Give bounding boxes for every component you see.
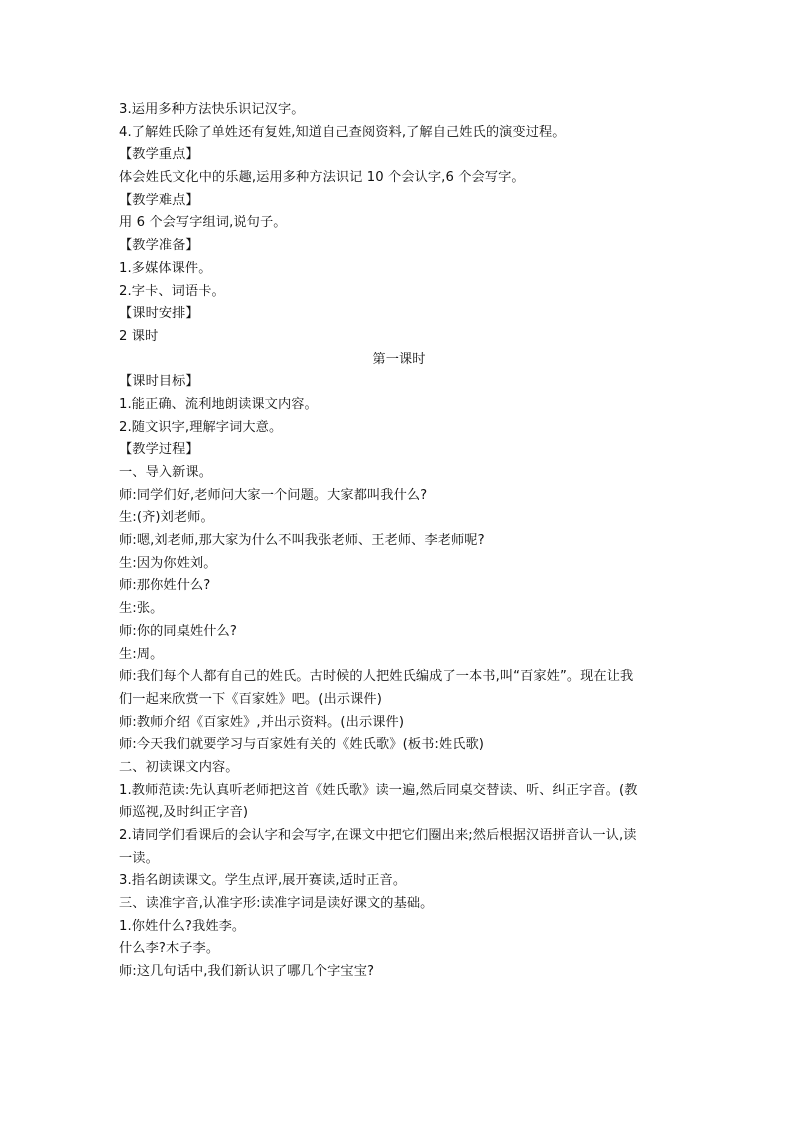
section-heading: 【教学过程】 xyxy=(119,442,199,458)
text-line: 1.你姓什么?我姓李。 xyxy=(119,918,246,934)
text-line: 3.指名朗读课文。学生点评,展开赛读,适时正音。 xyxy=(119,873,407,889)
document-body xyxy=(119,99,679,984)
section-heading: 【教学准备】 xyxy=(119,238,199,254)
text-line: 1.教师范读:先认真听老师把这首《姓氏歌》读一遍,然后同桌交替读、听、纠正字音。(教 xyxy=(119,782,638,798)
text-line: 2.字卡、词语卡。 xyxy=(119,283,225,299)
text-line: 生:(齐)刘老师。 xyxy=(119,510,214,526)
text-line: 师:我们每个人都有自己的姓氏。古时候的人把姓氏编成了一本书,叫“百家姓”。现在让我 xyxy=(119,669,634,685)
lesson-title: 第一课时 xyxy=(372,351,426,367)
section-heading: 【课时目标】 xyxy=(119,374,199,390)
text-line: 师巡视,及时纠正字音) xyxy=(119,805,249,821)
text-line: 1.多媒体课件。 xyxy=(119,260,212,276)
section-heading: 【教学难点】 xyxy=(119,192,199,208)
text-line: 2 课时 xyxy=(119,328,159,344)
text-line: 什么李?木子李。 xyxy=(119,941,220,957)
text-line: 一读。 xyxy=(119,850,159,866)
text-line: 4.了解姓氏除了单姓还有复姓,知道自己查阅资料,了解自己姓氏的演变过程。 xyxy=(119,124,566,140)
text-line: 生:因为你姓刘。 xyxy=(119,555,217,571)
text-line: 1.能正确、流利地朗读课文内容。 xyxy=(119,396,318,412)
text-line: 体会姓氏文化中的乐趣,运用多种方法识记 10 个会认字,6 个会写字。 xyxy=(119,170,525,186)
text-line: 生:张。 xyxy=(119,601,164,617)
section-heading: 【教学重点】 xyxy=(119,147,199,163)
text-line: 师:今天我们就要学习与百家姓有关的《姓氏歌》(板书:姓氏歌) xyxy=(119,737,485,753)
text-line: 用 6 个会写字组词,说句子。 xyxy=(119,215,287,231)
section-heading: 【课时安排】 xyxy=(119,306,199,322)
text-line: 2.请同学们看课后的会认字和会写字,在课文中把它们圈出来;然后根据汉语拼音认一认,读 xyxy=(119,828,637,843)
text-line: 师:嗯,刘老师,那大家为什么不叫我张老师、王老师、李老师呢? xyxy=(119,533,485,549)
text-line: 3.运用多种方法快乐识记汉字。 xyxy=(119,102,305,117)
text-line: 2.随文识字,理解字词大意。 xyxy=(119,419,283,435)
text-line: 师:教师介绍《百家姓》,并出示资料。(出示课件) xyxy=(119,714,405,730)
text-line: 三、读准字音,认准字形:读准字词是读好课文的基础。 xyxy=(119,896,434,912)
text-line: 一、导入新课。 xyxy=(119,465,213,480)
text-line: 们一起来欣赏一下《百家姓》吧。(出示课件) xyxy=(119,691,382,707)
text-line: 师:你的同桌姓什么? xyxy=(119,623,237,639)
text-line: 师:同学们好,老师问大家一个问题。大家都叫我什么? xyxy=(119,487,428,503)
text-line: 生:周。 xyxy=(119,646,164,662)
text-line: 师:这几句话中,我们新认识了哪几个字宝宝? xyxy=(119,964,375,980)
text-line: 师:那你姓什么? xyxy=(119,578,211,594)
text-line: 二、初读课文内容。 xyxy=(119,759,239,775)
